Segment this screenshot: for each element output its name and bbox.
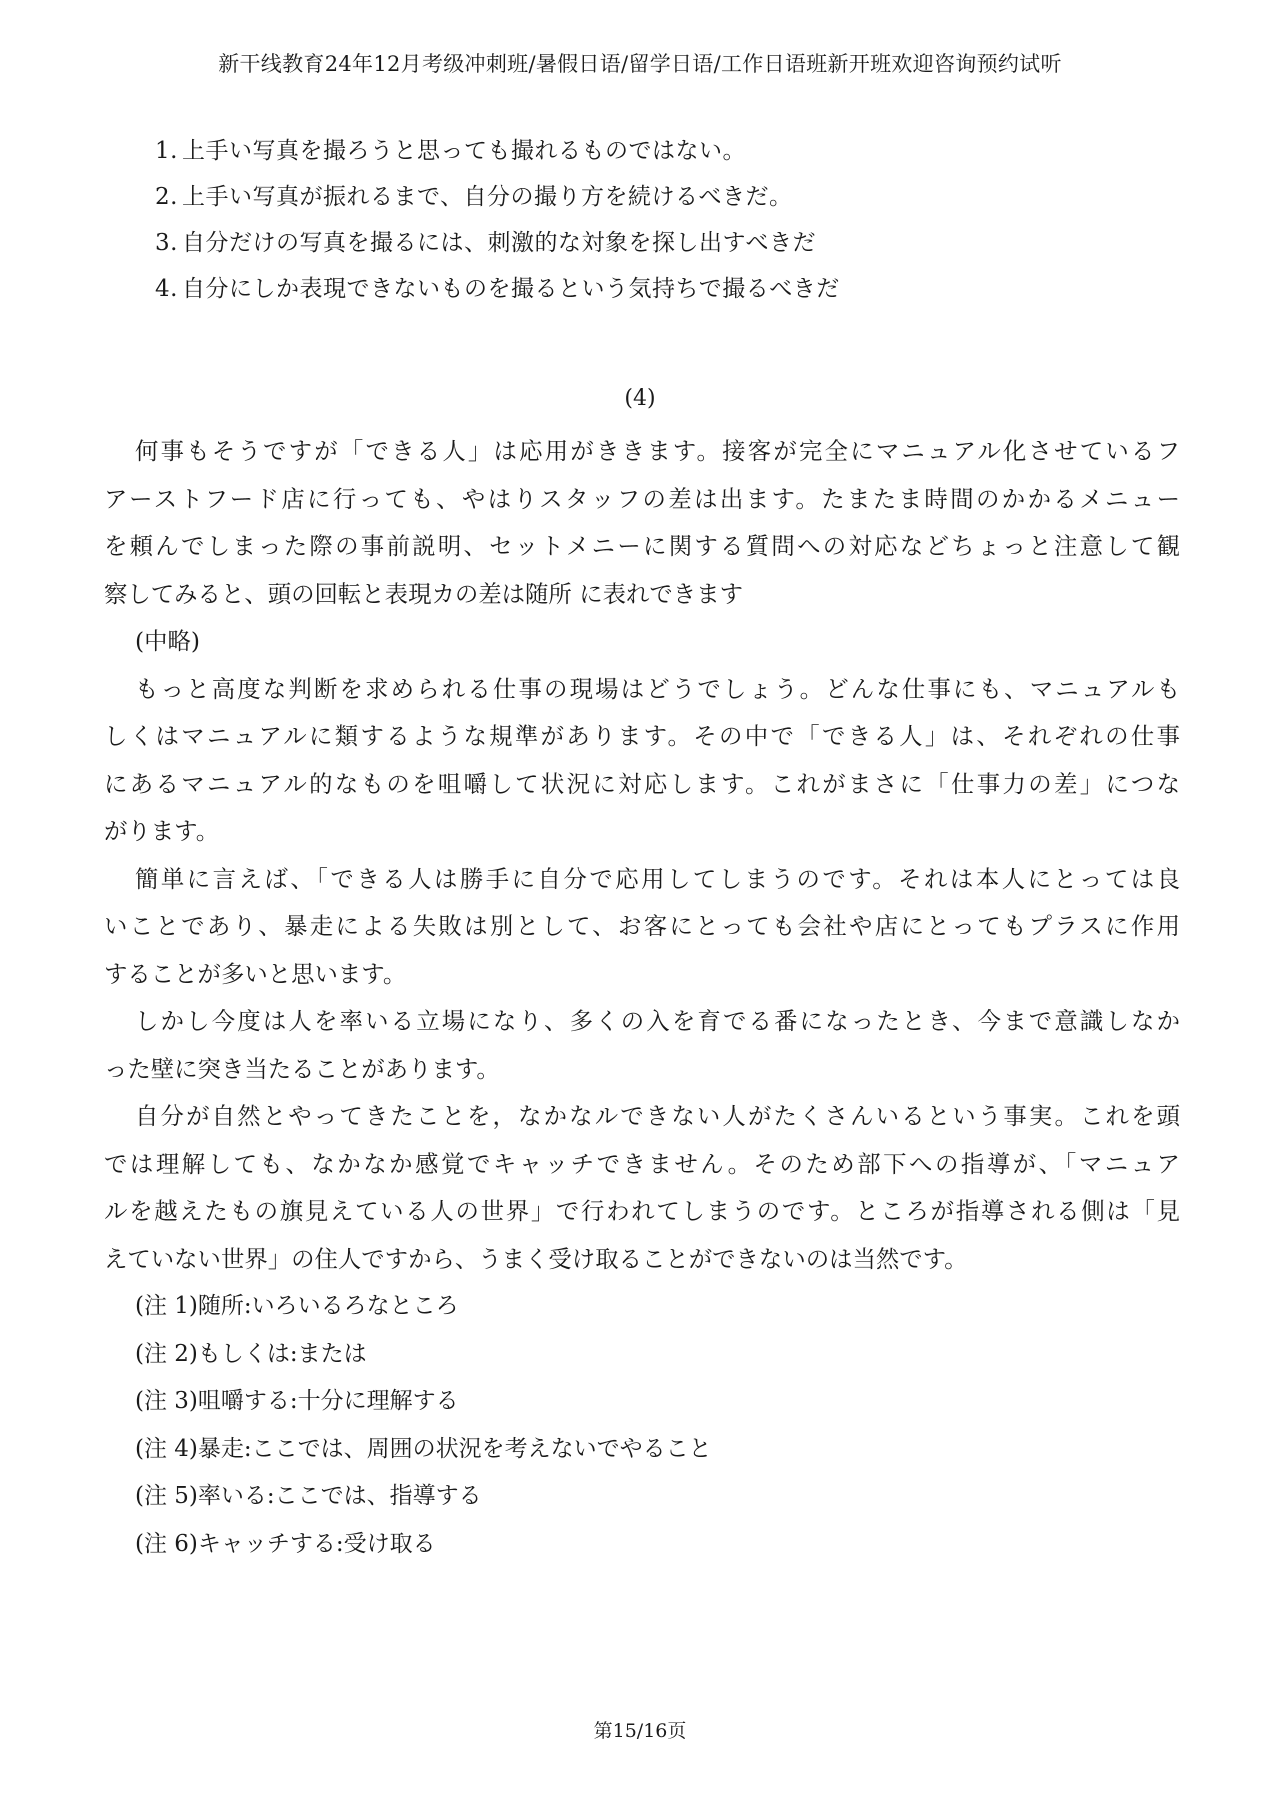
passage-line: 何事もそうですが「できる人」は応用がききます。接客が完全にマニュアル化させているフ: [135, 437, 1180, 465]
option-number: 2.: [155, 184, 178, 210]
option-4: [155, 266, 1155, 312]
passage-line: アーストフード店に行っても、やはりスタッフの差は出ます。たまたま時間のかかるメニュー: [104, 484, 1180, 513]
passage-line: ルを越えたもの旗見えている人の世界」で行われてしまうのです。ところが指導される側は「見: [104, 1197, 1180, 1225]
passage-line: 察してみると、頭の回転と表現カの差は随所 に表れできます: [104, 579, 743, 608]
option-text: 自分にしか表現できないものを撮るという気持ちで撮るべきだ: [181, 276, 840, 302]
page-number: 第15/16页: [593, 1720, 687, 1742]
passage-line: 簡単に言えば、「できる人は勝手に自分で応用してしまうのです。それは本人にとっては良: [135, 864, 1180, 893]
option-2: [155, 174, 1155, 220]
answer-options: [155, 128, 1155, 312]
option-1: [155, 128, 1155, 174]
passage-line: もっと高度な判断を求められる仕事の現場はどうでしょう。どんな仕事にも、マニュアルも: [135, 674, 1180, 703]
passage-line: では理解しても、なかなか感覚でキャッチできません。そのため部下への指導が、「マニュア: [104, 1149, 1180, 1178]
option-text: 上手い写真が振れるまで、自分の撮り方を続けるべきだ。: [181, 184, 793, 210]
footnote: (注 3)咀嚼する:十分に理解する: [135, 1388, 459, 1414]
passage-line: にあるマニュアル的なものを咀嚼して状況に対応します。これがまさに「仕事力の差」につな: [104, 769, 1180, 798]
passage-line: った壁に突き当たることがあります。: [104, 1054, 500, 1083]
option-3: [155, 220, 1155, 266]
option-text: 上手い写真を撮ろうと思っても撮れるものではない。: [181, 138, 746, 164]
option-number: 1.: [155, 138, 178, 164]
passage-line: しかし今度は人を率いる立場になり、多くの入を育でる番になったとき、今まで意識しなか: [135, 1007, 1180, 1035]
reading-passage: [104, 428, 1180, 1568]
footnote: (注 5)率いる:ここでは、指導する: [135, 1483, 482, 1509]
option-number: 4.: [155, 276, 178, 302]
passage-line: えていない世界」の住人ですから、うまく受け取ることができないのは当然です。: [104, 1244, 968, 1273]
passage-line: 自分が自然とやってきたことを，なかなルできない人がたくさんいるという事実。これを頭: [135, 1102, 1180, 1130]
footnote: (注 1)随所:いろいるろなところ: [135, 1293, 459, 1319]
passage-line: しくはマニュアルに類するような規準があります。その中で「できる人」は、それぞれの仕事: [104, 722, 1180, 750]
passage-line: いことであり、暴走による失敗は別として、お客にとっても会社や店にとってもプラスに作用: [104, 912, 1180, 940]
page-header: 新干线教育24年12月考级冲刺班/暑假日语/留学日语/工作日语班新开班欢迎咨询预约试听: [218, 52, 1062, 76]
section-label: (4): [624, 386, 656, 411]
option-number: 3.: [155, 230, 178, 256]
passage-line: を頼んでしまった際の事前説明、セットメニーに関する質問への対応などちょっと注意して観: [104, 532, 1180, 560]
footnote: (注 4)暴走:ここでは、周囲の状況を考えないでやること: [135, 1435, 712, 1462]
option-text: 自分だけの写真を撮るには、刺激的な対象を探し出すべきだ: [181, 230, 816, 256]
footnote: (注 2)もしくは:または: [135, 1340, 367, 1367]
passage-line: がります。: [104, 817, 220, 845]
footnote: (注 6)キャッチする:受け取る: [135, 1530, 436, 1557]
passage-line: することが多いと思います。: [104, 959, 407, 988]
passage-line: (中略): [135, 627, 201, 655]
